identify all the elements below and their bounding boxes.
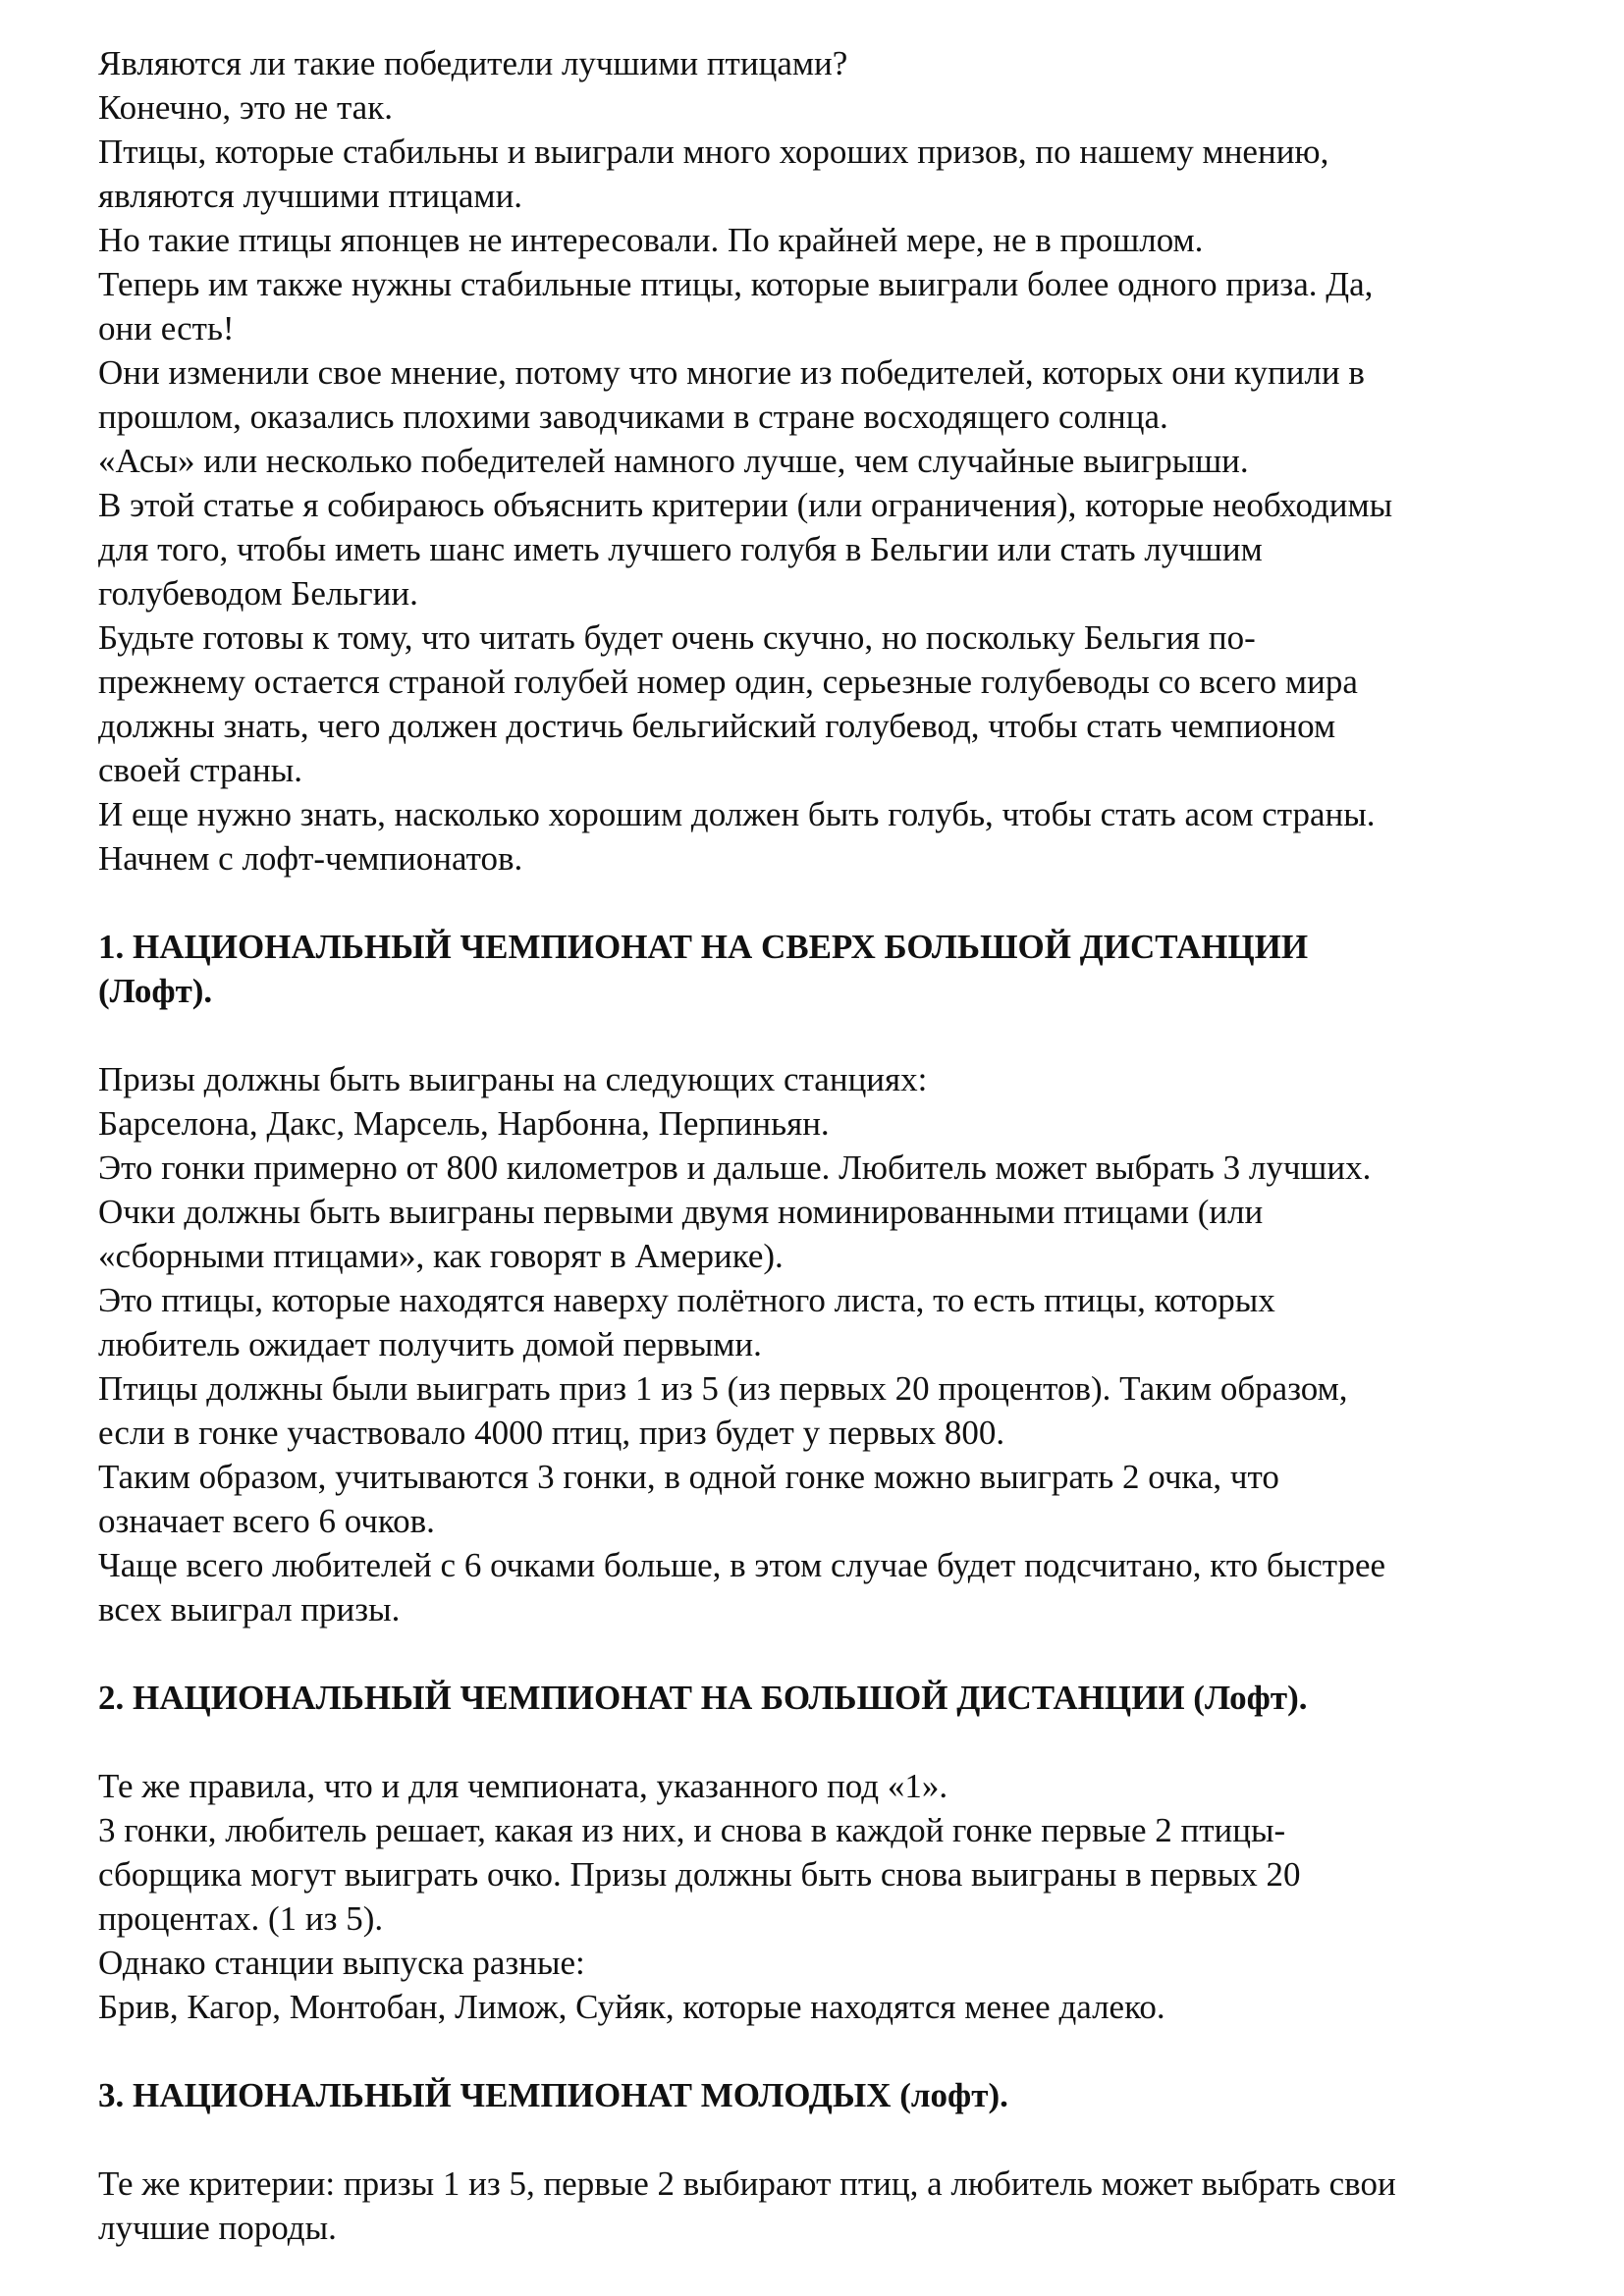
text-line: сборщика могут выиграть очко. Призы должны быть снова выиграны в первых 20 <box>98 1855 1301 1894</box>
text-line: являются лучшими птицами. <box>98 177 523 215</box>
text-line: 3 гонки, любитель решает, какая из них, и снова в каждой гонке первые 2 птицы- <box>98 1811 1286 1849</box>
text-line: Барселона, Дакс, Марсель, Нарбонна, Перпиньян. <box>98 1104 830 1143</box>
text-line: Это птицы, которые находятся наверху полётного листа, то есть птицы, которых <box>98 1281 1275 1319</box>
text-line: должны знать, чего должен достичь бельгийский голубевод, чтобы стать чемпионом <box>98 707 1336 745</box>
text-line: если в гонке участвовало 4000 птиц, приз будет у первых 800. <box>98 1414 1005 1452</box>
text-line: означает всего 6 очков. <box>98 1502 435 1540</box>
text-line: любитель ожидает получить домой первыми. <box>98 1325 762 1363</box>
text-line: своей страны. <box>98 751 303 789</box>
text-line: Те же правила, что и для чемпионата, указанного под «1». <box>98 1767 948 1805</box>
text-line: Однако станции выпуска разные: <box>98 1944 585 1982</box>
text-line: для того, чтобы иметь шанс иметь лучшего голубя в Бельгии или стать лучшим <box>98 530 1263 568</box>
blank-line <box>98 1631 1571 1676</box>
section-heading <box>98 2073 1571 2117</box>
heading-line: 2. НАЦИОНАЛЬНЫЙ ЧЕМПИОНАТ НА БОЛЬШОЙ ДИСТАНЦИИ (Лофт). <box>98 1679 1308 1717</box>
text-line: Это гонки примерно от 800 километров и дальше. Любитель может выбрать 3 лучших. <box>98 1148 1372 1187</box>
intro-paragraphs <box>98 41 1571 881</box>
text-line: Будьте готовы к тому, что читать будет очень скучно, но поскольку Бельгия по- <box>98 618 1256 657</box>
heading-line: 1. НАЦИОНАЛЬНЫЙ ЧЕМПИОНАТ НА СВЕРХ БОЛЬШОЙ ДИСТАНЦИИ <box>98 928 1309 966</box>
blank-line <box>98 2117 1571 2162</box>
text-line: «сборными птицами», как говорят в Америке). <box>98 1237 784 1275</box>
text-line: прежнему остается страной голубей номер один, серьезные голубеводы со всего мира <box>98 663 1358 701</box>
section-heading <box>98 1676 1571 1720</box>
text-line: Теперь им также нужны стабильные птицы, которые выиграли более одного приза. Да, <box>98 265 1374 303</box>
section-body <box>98 1057 1571 1631</box>
text-line: Начнем с лофт-чемпионатов. <box>98 839 523 878</box>
blank-line <box>98 2029 1571 2073</box>
blank-line <box>98 881 1571 925</box>
text-line: Брив, Кагор, Монтобан, Лимож, Суйяк, которые находятся менее далеко. <box>98 1988 1165 2026</box>
text-line: Они изменили свое мнение, потому что многие из победителей, которых они купили в <box>98 353 1365 392</box>
text-line: процентах. (1 из 5). <box>98 1899 384 1938</box>
section-body <box>98 2162 1571 2250</box>
text-line: Птицы должны были выиграть приз 1 из 5 (из первых 20 процентов). Таким образом, <box>98 1369 1348 1408</box>
text-line: Конечно, это не так. <box>98 88 393 127</box>
text-line: голубеводом Бельгии. <box>98 574 418 613</box>
text-line: Чаще всего любителей с 6 очками больше, в этом случае будет подсчитано, кто быстрее <box>98 1546 1386 1584</box>
document-page <box>98 41 1571 2250</box>
section-3 <box>98 2073 1571 2250</box>
text-line: Призы должны быть выиграны на следующих станциях: <box>98 1060 928 1098</box>
text-line: Те же критерии: призы 1 из 5, первые 2 выбирают птиц, а любитель может выбрать свои <box>98 2164 1396 2203</box>
text-line: Очки должны быть выиграны первыми двумя номинированными птицами (или <box>98 1193 1264 1231</box>
text-line: они есть! <box>98 309 235 347</box>
text-line: всех выиграл призы. <box>98 1590 401 1629</box>
text-line: Таким образом, учитываются 3 гонки, в одной гонке можно выиграть 2 очка, что <box>98 1458 1279 1496</box>
section-heading <box>98 925 1571 1013</box>
text-line: лучшие породы. <box>98 2209 337 2247</box>
heading-line: 3. НАЦИОНАЛЬНЫЙ ЧЕМПИОНАТ МОЛОДЫХ (лофт). <box>98 2076 1008 2114</box>
text-line: Но такие птицы японцев не интересовали. По крайней мере, не в прошлом. <box>98 221 1204 259</box>
blank-line <box>98 1013 1571 1057</box>
text-line: Являются ли такие победители лучшими птицами? <box>98 44 848 82</box>
text-line: И еще нужно знать, насколько хорошим должен быть голубь, чтобы стать асом страны. <box>98 795 1376 833</box>
text-line: «Асы» или несколько победителей намного лучше, чем случайные выигрыши. <box>98 442 1249 480</box>
section-2 <box>98 1676 1571 2029</box>
heading-line: (Лофт). <box>98 972 213 1010</box>
blank-line <box>98 1720 1571 1764</box>
text-line: В этой статье я собираюсь объяснить критерии (или ограничения), которые необходимы <box>98 486 1393 524</box>
text-line: Птицы, которые стабильны и выиграли много хороших призов, по нашему мнению, <box>98 133 1329 171</box>
text-line: прошлом, оказались плохими заводчиками в стране восходящего солнца. <box>98 398 1168 436</box>
section-1 <box>98 925 1571 1631</box>
section-body <box>98 1764 1571 2029</box>
